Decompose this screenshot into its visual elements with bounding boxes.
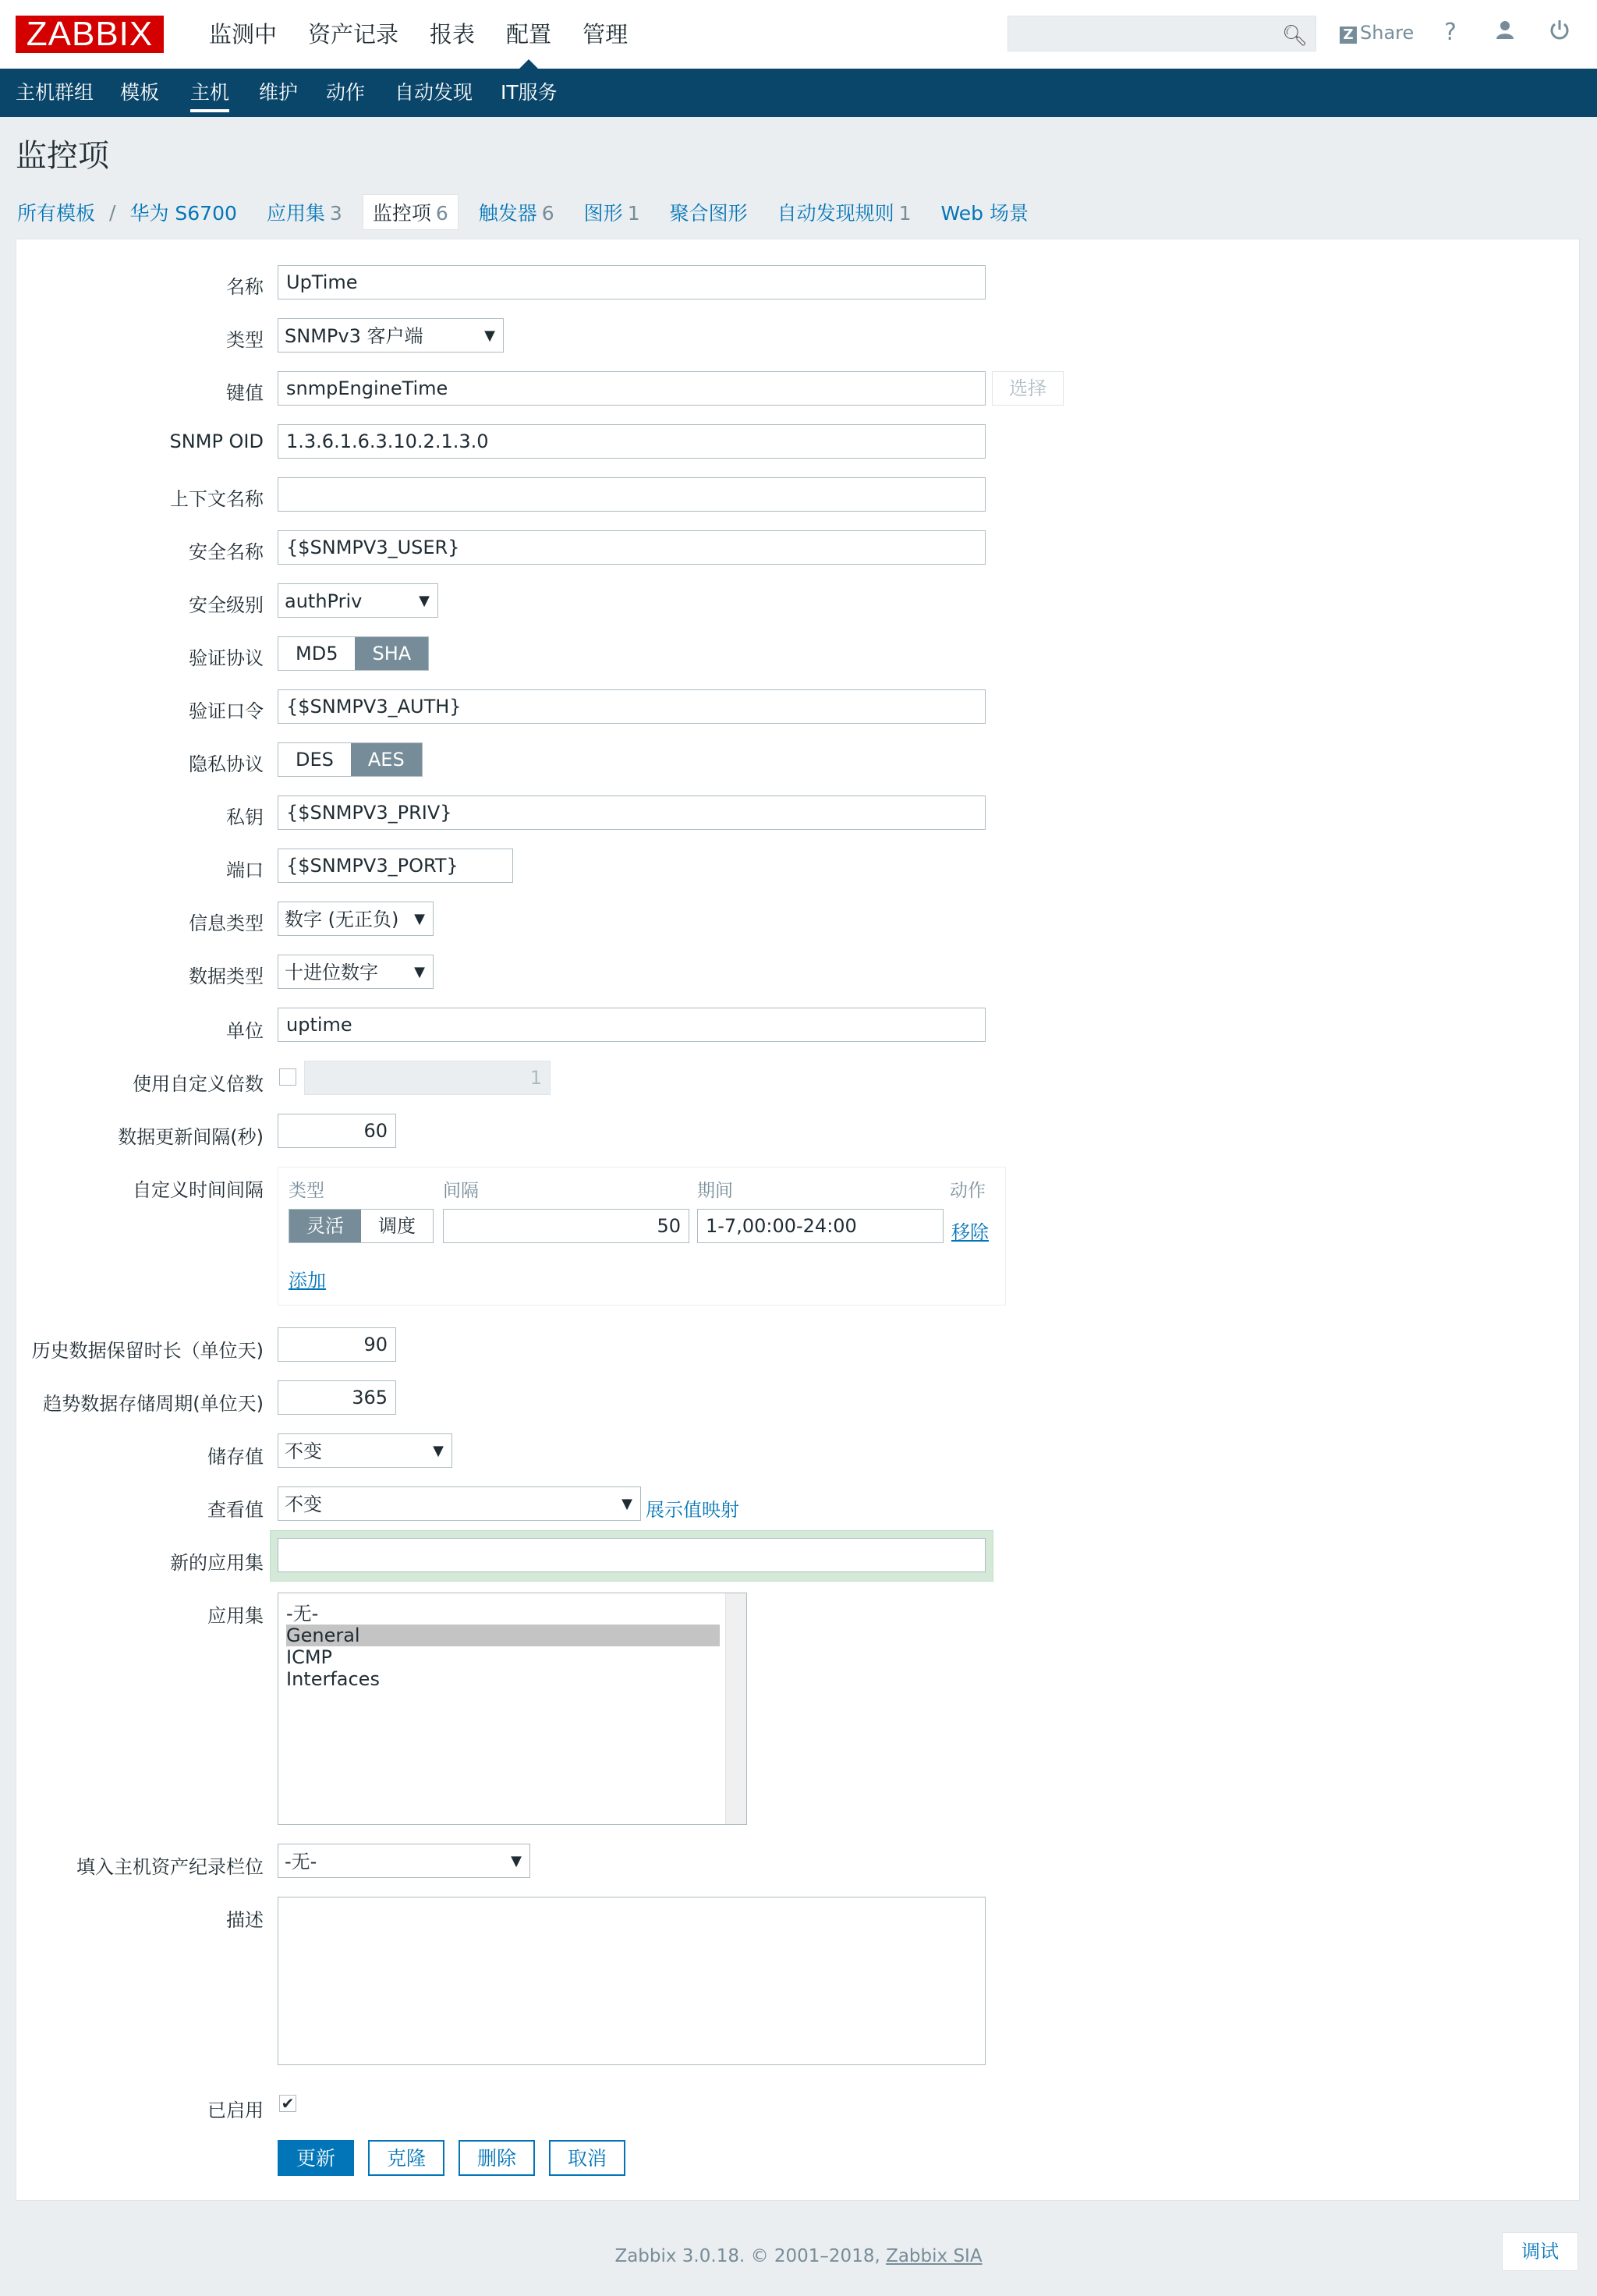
dropdown-arrow-icon: ▼ xyxy=(433,1443,444,1459)
subnav-host-groups[interactable]: 主机群组 xyxy=(16,81,94,104)
privacy-protocol-toggle xyxy=(278,742,423,777)
breadcrumb xyxy=(17,195,1058,229)
applications-listbox[interactable] xyxy=(278,1593,747,1825)
help-icon[interactable]: ? xyxy=(1444,19,1457,46)
breadcrumb-all-templates[interactable]: 所有模板 xyxy=(17,202,96,225)
custom-period-input[interactable]: 1-7,00:00-24:00 xyxy=(697,1209,944,1243)
debug-button[interactable]: 调试 xyxy=(1502,2232,1578,2271)
name-input[interactable]: UpTime xyxy=(278,265,986,299)
show-value-select[interactable]: 不变 ▼ xyxy=(278,1486,641,1521)
custom-add-link[interactable]: 添加 xyxy=(289,1270,326,1292)
auth-protocol-toggle xyxy=(278,636,429,671)
history-input[interactable]: 90 xyxy=(278,1327,396,1362)
share-button[interactable]: Z Share xyxy=(1340,22,1414,44)
delete-button[interactable]: 删除 xyxy=(459,2140,535,2176)
mode-flexible[interactable]: 灵活 xyxy=(289,1210,361,1242)
breadcrumb-separator: / xyxy=(109,200,116,224)
dropdown-arrow-icon: ▼ xyxy=(419,593,430,609)
subnav-actions[interactable]: 动作 xyxy=(326,81,366,104)
show-value-mappings-link[interactable]: 展示值映射 xyxy=(646,1499,739,1521)
security-name-input[interactable]: {$SNMPV3_USER} xyxy=(278,530,986,565)
port-label: 端口 xyxy=(226,859,264,881)
auth-protocol-md5[interactable]: MD5 xyxy=(296,643,338,664)
context-name-label: 上下文名称 xyxy=(170,488,264,510)
subnav-discovery[interactable]: 自动发现 xyxy=(395,81,473,104)
zabbix-logo[interactable]: ZABBIX xyxy=(16,16,164,53)
snmp-oid-label: SNMP OID xyxy=(169,430,264,452)
inventory-field-label: 填入主机资产纪录栏位 xyxy=(76,1856,264,1878)
page-title: 监控项 xyxy=(16,138,109,174)
new-application-label: 新的应用集 xyxy=(170,1552,264,1574)
dropdown-arrow-icon: ▼ xyxy=(414,964,425,980)
menu-monitoring[interactable]: 监测中 xyxy=(209,21,278,48)
mode-scheduling[interactable]: 调度 xyxy=(378,1215,416,1237)
tab-graphs[interactable]: 图形 1 xyxy=(583,202,640,225)
tab-screens[interactable]: 聚合图形 xyxy=(669,202,748,225)
dropdown-arrow-icon: ▼ xyxy=(621,1496,632,1512)
security-level-label: 安全级别 xyxy=(189,594,264,616)
security-name-label: 安全名称 xyxy=(189,541,264,563)
key-select-button[interactable]: 选择 xyxy=(992,371,1064,406)
footer-zabbix-sia-link[interactable]: Zabbix SIA xyxy=(886,2246,983,2266)
custom-action-header: 动作 xyxy=(950,1181,986,1201)
menu-administration[interactable]: 管理 xyxy=(582,21,629,48)
key-input[interactable]: snmpEngineTime xyxy=(278,371,986,406)
subnav-maintenance[interactable]: 维护 xyxy=(259,81,299,104)
enabled-label: 已启用 xyxy=(207,2099,264,2121)
private-key-label: 私钥 xyxy=(226,806,264,828)
custom-type-header: 类型 xyxy=(289,1181,324,1201)
trends-input[interactable]: 365 xyxy=(278,1380,396,1415)
search-icon[interactable]: 🔍︎ xyxy=(1281,24,1308,48)
application-option[interactable]: -无- xyxy=(286,1603,319,1625)
listbox-scrollbar[interactable] xyxy=(725,1593,746,1824)
tab-items[interactable]: 监控项 6 xyxy=(363,194,459,230)
store-value-label: 储存值 xyxy=(207,1446,264,1468)
security-level-select[interactable]: authPriv ▼ xyxy=(278,583,438,618)
update-button[interactable]: 更新 xyxy=(278,2140,354,2176)
subnav-it-services[interactable]: IT服务 xyxy=(501,81,558,104)
auth-passphrase-input[interactable]: {$SNMPV3_AUTH} xyxy=(278,689,986,724)
update-interval-label: 数据更新间隔(秒) xyxy=(118,1126,264,1148)
units-label: 单位 xyxy=(226,1020,264,1042)
menu-inventory[interactable]: 资产记录 xyxy=(308,21,399,48)
update-interval-input[interactable]: 60 xyxy=(278,1114,396,1148)
enabled-checkbox[interactable]: ✔ xyxy=(279,2095,296,2112)
dropdown-arrow-icon: ▼ xyxy=(414,911,425,927)
auth-protocol-sha[interactable]: SHA xyxy=(355,637,428,670)
sub-navigation xyxy=(0,69,1597,117)
privacy-protocol-des[interactable]: DES xyxy=(296,749,334,771)
application-option[interactable]: General xyxy=(286,1625,720,1646)
custom-multiplier-input[interactable]: 1 xyxy=(304,1061,551,1095)
new-application-input[interactable] xyxy=(278,1538,986,1572)
type-label: 类型 xyxy=(226,329,264,351)
top-bar xyxy=(0,0,1597,69)
tab-discovery-rules[interactable]: 自动发现规则 1 xyxy=(777,202,912,225)
cancel-button[interactable]: 取消 xyxy=(549,2140,625,2176)
user-profile-icon[interactable] xyxy=(1494,19,1516,47)
menu-reports[interactable]: 报表 xyxy=(430,21,476,48)
clone-button[interactable]: 克隆 xyxy=(368,2140,444,2176)
trends-label: 趋势数据存储周期(单位天) xyxy=(43,1393,264,1415)
store-value-select[interactable]: 不变 ▼ xyxy=(278,1433,452,1468)
dropdown-arrow-icon: ▼ xyxy=(511,1853,522,1869)
type-select[interactable]: SNMPv3 客户端 ▼ xyxy=(278,318,504,353)
key-label: 键值 xyxy=(226,382,264,404)
breadcrumb-host[interactable]: 华为 S6700 xyxy=(129,202,237,225)
tab-applications[interactable]: 应用集 3 xyxy=(266,202,342,225)
main-menu xyxy=(193,0,643,69)
snmp-oid-input[interactable]: 1.3.6.1.6.3.10.2.1.3.0 xyxy=(278,424,986,459)
subnav-templates[interactable]: 模板 xyxy=(120,81,160,104)
custom-period-header: 期间 xyxy=(697,1181,733,1201)
application-option[interactable]: Interfaces xyxy=(286,1668,380,1690)
show-value-label: 查看值 xyxy=(207,1499,264,1521)
menu-configuration[interactable]: 配置 xyxy=(490,0,567,69)
search-input[interactable] xyxy=(1007,16,1316,51)
info-type-label: 信息类型 xyxy=(189,912,264,934)
context-name-input[interactable] xyxy=(278,477,986,512)
custom-interval-header: 间隔 xyxy=(443,1181,479,1201)
application-option[interactable]: ICMP xyxy=(286,1646,333,1668)
info-type-select[interactable]: 数字 (无正负) ▼ xyxy=(278,902,434,936)
auth-protocol-label: 验证协议 xyxy=(189,647,264,669)
history-label: 历史数据保留时长（单位天) xyxy=(31,1340,264,1362)
tab-triggers[interactable]: 触发器 6 xyxy=(478,202,554,225)
port-input[interactable]: {$SNMPV3_PORT} xyxy=(278,849,513,883)
tab-web-scenarios[interactable]: Web 场景 xyxy=(940,202,1029,225)
custom-intervals-label: 自定义时间间隔 xyxy=(133,1179,264,1201)
name-label: 名称 xyxy=(226,276,264,298)
custom-interval-mode-toggle xyxy=(289,1209,434,1243)
auth-passphrase-label: 验证口令 xyxy=(189,700,264,722)
inventory-field-select[interactable]: -无- ▼ xyxy=(278,1844,530,1878)
dropdown-arrow-icon: ▼ xyxy=(484,328,495,344)
privacy-protocol-label: 隐私协议 xyxy=(189,753,264,775)
units-input[interactable]: uptime xyxy=(278,1008,986,1042)
custom-interval-input[interactable]: 50 xyxy=(443,1209,689,1243)
data-type-select[interactable]: 十进位数字 ▼ xyxy=(278,955,434,989)
private-key-input[interactable]: {$SNMPV3_PRIV} xyxy=(278,795,986,830)
zabbix-share-icon: Z xyxy=(1340,27,1357,44)
privacy-protocol-aes[interactable]: AES xyxy=(351,743,422,776)
subnav-hosts[interactable]: 主机 xyxy=(190,69,229,117)
custom-multiplier-checkbox[interactable] xyxy=(279,1068,296,1086)
description-label: 描述 xyxy=(226,1909,264,1931)
applications-label: 应用集 xyxy=(207,1605,264,1627)
data-type-label: 数据类型 xyxy=(189,966,264,987)
footer: Zabbix 3.0.18. © 2001–2018, Zabbix SIA xyxy=(614,2246,983,2266)
description-textarea[interactable] xyxy=(278,1897,986,2065)
logout-icon[interactable] xyxy=(1549,19,1570,47)
custom-remove-link[interactable]: 移除 xyxy=(951,1221,989,1243)
custom-multiplier-label: 使用自定义倍数 xyxy=(133,1073,264,1095)
